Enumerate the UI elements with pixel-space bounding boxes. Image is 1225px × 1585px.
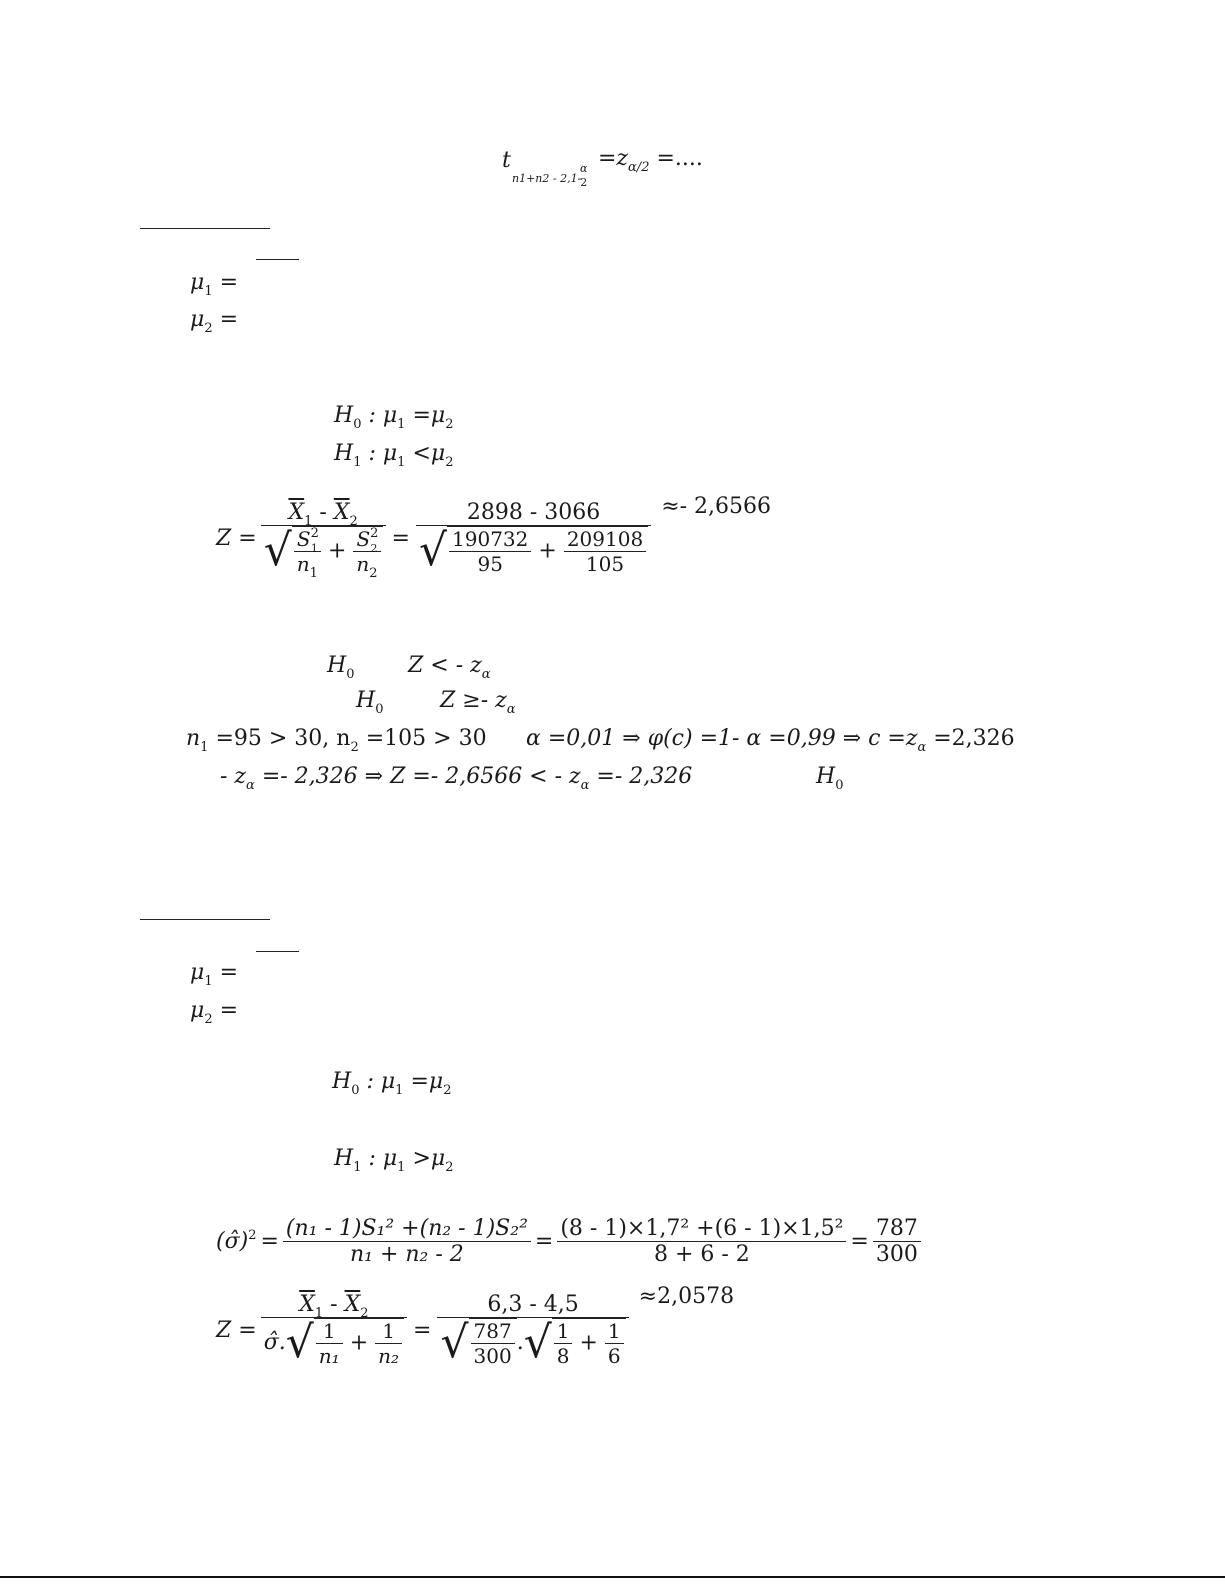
h0-hypothesis-b: $H_0$ : $\mu_1 =\mu_2$ [332,1069,452,1098]
pooled-variance: (σ̂)$^2$ = $\frac{\text{(n₁ - 1)S₁² +(n₂ - 1)S₂²}}{\text{n₁ + n₂ - 2}}$ = $\frac{\text{(8 - 1)×1,7² +(6 - 1)×1,5²}}{8 + 6 - 2}$ = $\frac{787}{300}$ [216,1216,921,1267]
h0-hypothesis-a: $H_0$ : $\mu_1 =\mu_2$ [334,403,454,432]
mu2-definition-b: $\mu_2$ = [190,998,239,1027]
z-statistic-a: Z = $\overline{X}_1 - \overline{X}_2$ √ $\frac{S^2_1}{n_1}$ + $\frac{S^2_2}{n_2}$ = 2898 - 3066 √ $\frac{190732}{95}$ + $\frac{209108}{105}$ ≈- 2,6566 [216,493,772,581]
mu1-definition: $\mu_1$ = [190,270,239,299]
z-statistic-b: Z = $\overline{X}_1 - \overline{X}_2$ σ̂.√ $\frac{1}{\text{n₁}}$ + $\frac{1}{\text{n₂}}$ = 6,3 - 4,5 √ $\frac{787}{300}$ .√ $\frac{1}{8}$ + $\frac{1}{6}$ ≈2,0578 [216,1283,735,1368]
section-rule-a [140,228,270,229]
conclusion-line-a: - $z_\alpha =- 2,326$ ⇒ Z =- 2,6566 < - $z_\alpha =- 2,326$ [220,764,693,793]
reject-region-z: Z < - $z_\alpha$ [408,653,491,682]
accept-region-h0: $H_0$ [356,688,384,717]
page-bottom-border [0,1576,1225,1578]
accept-region-z: $Z \ge- z_\alpha$ [440,688,516,717]
conclusion-h0-a: $H_0$ [816,764,844,793]
header-formula-subscript: n1+n2 - 2,1- [512,172,582,185]
header-formula: t [502,148,511,173]
h1-hypothesis-a: $H_1$ : $\mu_1 <\mu_2$ [334,441,454,470]
reject-region-h0: $H_0$ [327,653,355,682]
header-alpha-frac: α 2 [580,162,588,189]
mu1-definition-b: $\mu_1$ = [190,960,239,989]
section-rule-b [140,919,270,920]
h1-hypothesis-b: $H_1$ : $\mu_1 >\mu_2$ [334,1146,454,1175]
small-rule-b [256,951,299,952]
sample-size-condition: $n_1 =95 > 30$, $n_2 =105 > 30$ [186,726,487,755]
small-rule-a [256,259,299,260]
mu2-definition: $\mu_2$ = [190,307,239,336]
alpha-critical-value: α =0,01 ⇒ φ(c) =1- α =0,99 ⇒ $c =z_\alpha =2,326$ [526,726,1015,755]
header-rhs: $=z_{\alpha/2}$ =.... [598,146,703,175]
